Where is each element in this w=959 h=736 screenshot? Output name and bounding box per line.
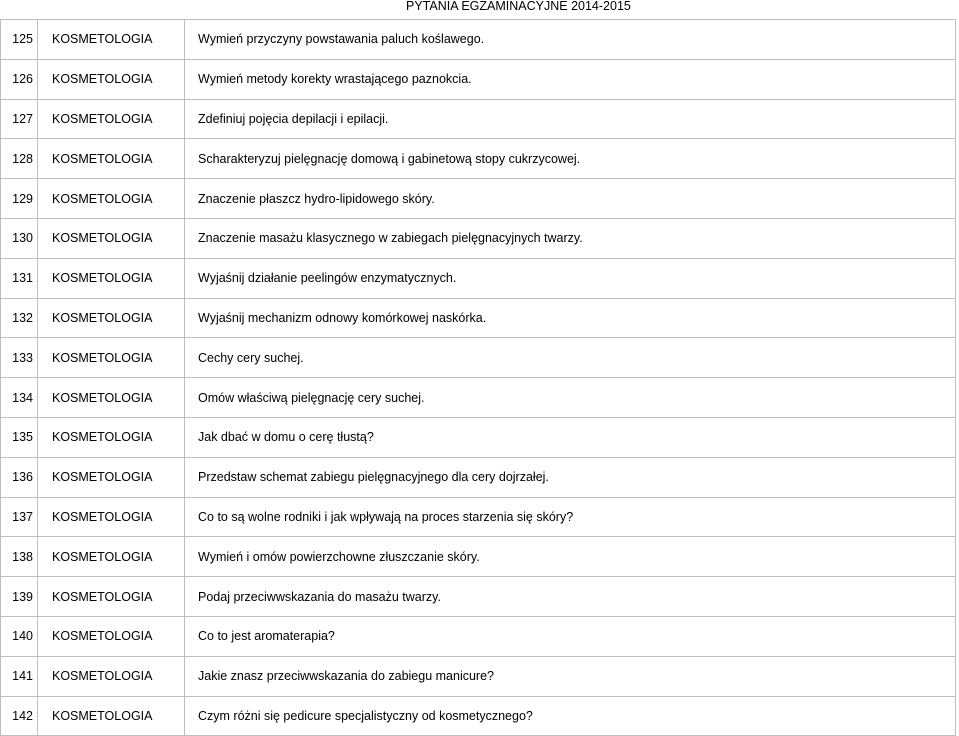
question-number-cell (1, 497, 38, 537)
question-number-cell (1, 457, 38, 497)
question-category: KOSMETOLOGIA (38, 378, 185, 418)
question-number: 129 (12, 191, 33, 206)
question-text: Czym różni się pedicure specjalistyczny od kosmetycznego? (185, 696, 956, 736)
question-text: Wymień metody korekty wrastającego paznokcia. (185, 59, 956, 99)
question-number: 131 (12, 271, 33, 286)
question-number: 126 (12, 72, 33, 87)
table-row (1, 99, 956, 139)
question-category: KOSMETOLOGIA (38, 338, 185, 378)
table-row (1, 258, 956, 298)
question-text: Znaczenie masażu klasycznego w zabiegach pielęgnacyjnych twarzy. (185, 218, 956, 258)
question-number: 138 (12, 549, 33, 564)
table-row (1, 616, 956, 656)
question-number: 142 (12, 708, 33, 723)
question-number-cell (1, 59, 38, 99)
question-number-cell (1, 179, 38, 219)
questions-table (0, 19, 956, 736)
question-category: KOSMETOLOGIA (38, 139, 185, 179)
question-number-cell (1, 338, 38, 378)
question-number-cell (1, 99, 38, 139)
question-number-cell (1, 577, 38, 617)
question-text: Przedstaw schemat zabiegu pielęgnacyjnego dla cery dojrzałej. (185, 457, 956, 497)
question-category: KOSMETOLOGIA (38, 179, 185, 219)
question-number: 134 (12, 390, 33, 405)
question-number-cell (1, 537, 38, 577)
question-number: 127 (12, 111, 33, 126)
question-category: KOSMETOLOGIA (38, 59, 185, 99)
question-category: KOSMETOLOGIA (38, 497, 185, 537)
question-text: Podaj przeciwwskazania do masażu twarzy. (185, 577, 956, 617)
table-row (1, 577, 956, 617)
question-number-cell (1, 696, 38, 736)
question-number: 140 (12, 629, 33, 644)
table-row (1, 59, 956, 99)
table-row (1, 378, 956, 418)
questions-table-body (1, 20, 956, 736)
table-row (1, 457, 956, 497)
table-row (1, 298, 956, 338)
question-number-cell (1, 20, 38, 60)
question-text: Jakie znasz przeciwwskazania do zabiegu manicure? (185, 656, 956, 696)
question-number-cell (1, 298, 38, 338)
table-row (1, 417, 956, 457)
question-text: Wymień i omów powierzchowne złuszczanie skóry. (185, 537, 956, 577)
table-row (1, 696, 956, 736)
question-number-cell (1, 417, 38, 457)
question-number: 130 (12, 231, 33, 246)
table-row (1, 218, 956, 258)
question-text: Znaczenie płaszcz hydro-lipidowego skóry. (185, 179, 956, 219)
table-row (1, 338, 956, 378)
page-header-title: PYTANIA EGZAMINACYJNE 2014-2015 (406, 0, 631, 13)
question-category: KOSMETOLOGIA (38, 616, 185, 656)
question-category: KOSMETOLOGIA (38, 696, 185, 736)
question-text: Wyjaśnij działanie peelingów enzymatycznych. (185, 258, 956, 298)
question-category: KOSMETOLOGIA (38, 298, 185, 338)
question-number-cell (1, 139, 38, 179)
question-number-cell (1, 616, 38, 656)
question-category: KOSMETOLOGIA (38, 417, 185, 457)
question-category: KOSMETOLOGIA (38, 99, 185, 139)
question-category: KOSMETOLOGIA (38, 656, 185, 696)
table-row (1, 537, 956, 577)
question-category: KOSMETOLOGIA (38, 20, 185, 60)
table-row (1, 656, 956, 696)
table-row (1, 20, 956, 60)
question-number: 141 (12, 669, 33, 684)
question-number-cell (1, 218, 38, 258)
question-category: KOSMETOLOGIA (38, 258, 185, 298)
question-text: Wyjaśnij mechanizm odnowy komórkowej naskórka. (185, 298, 956, 338)
question-text: Co to jest aromaterapia? (185, 616, 956, 656)
question-number: 133 (12, 350, 33, 365)
question-text: Zdefiniuj pojęcia depilacji i epilacji. (185, 99, 956, 139)
question-number: 139 (12, 589, 33, 604)
question-number: 137 (12, 509, 33, 524)
question-text: Scharakteryzuj pielęgnację domową i gabinetową stopy cukrzycowej. (185, 139, 956, 179)
question-category: KOSMETOLOGIA (38, 537, 185, 577)
question-number-cell (1, 258, 38, 298)
table-row (1, 497, 956, 537)
question-number: 128 (12, 151, 33, 166)
question-number-cell (1, 378, 38, 418)
question-number: 125 (12, 32, 33, 47)
question-text: Omów właściwą pielęgnację cery suchej. (185, 378, 956, 418)
question-number: 132 (12, 310, 33, 325)
table-row (1, 179, 956, 219)
question-category: KOSMETOLOGIA (38, 218, 185, 258)
table-row (1, 139, 956, 179)
question-text: Co to są wolne rodniki i jak wpływają na proces starzenia się skóry? (185, 497, 956, 537)
question-text: Jak dbać w domu o cerę tłustą? (185, 417, 956, 457)
question-number: 135 (12, 430, 33, 445)
question-text: Cechy cery suchej. (185, 338, 956, 378)
question-category: KOSMETOLOGIA (38, 457, 185, 497)
question-number-cell (1, 656, 38, 696)
question-text: Wymień przyczyny powstawania paluch koślawego. (185, 20, 956, 60)
question-category: KOSMETOLOGIA (38, 577, 185, 617)
question-number: 136 (12, 470, 33, 485)
